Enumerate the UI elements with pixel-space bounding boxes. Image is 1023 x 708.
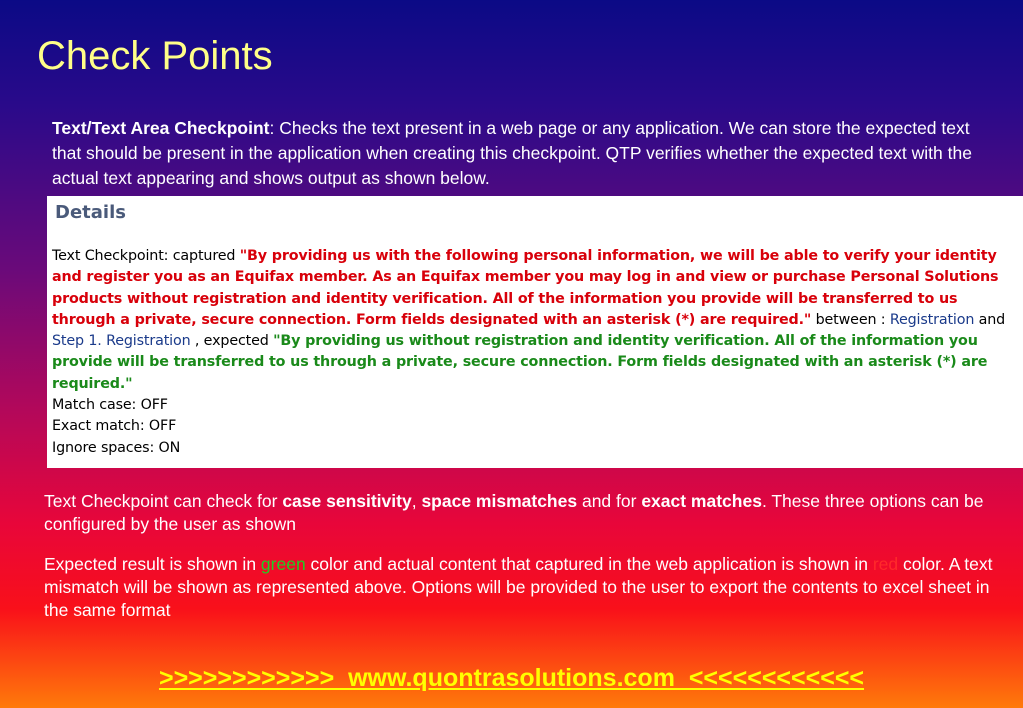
result-paragraph <box>44 553 994 622</box>
green-word: green <box>260 554 306 574</box>
and-label: and <box>974 311 1006 328</box>
details-panel <box>47 196 1023 468</box>
case-sensitivity-term: case sensitivity <box>282 491 412 511</box>
slide-title: Check Points <box>37 34 273 78</box>
captured-text: "By providing us with the following personal information, we will be able to verify your identity and register you as an Equifax member. As an Equifax member you may log in and view or purchase Personal Solutions products without registration and identity verification. All of the information you provide will be transferred to us through a private, secure connection. Form fields designated with an asterisk (*) are required." <box>52 248 999 328</box>
para1-text-g: . These three options can be configured by the user as shown <box>44 491 984 534</box>
between-label: between : <box>811 311 890 328</box>
match-case-option: Match case: OFF <box>52 397 168 414</box>
para2-text-a: Expected result is shown in <box>44 554 261 574</box>
expected-label: , expected <box>190 333 274 350</box>
para1-text-c: , <box>411 491 422 511</box>
details-body <box>52 246 1020 459</box>
exact-match-option: Exact match: OFF <box>52 418 177 435</box>
intro-paragraph <box>52 116 1002 191</box>
intro-bold-label: Text/Text Area Checkpoint <box>52 118 270 138</box>
para2-text-b: color and actual content that captured in the web application is shown in <box>305 554 873 574</box>
para2-text-c: color. A text mismatch will be shown as represented above. Options will be provided to the user to export the contents to excel sheet in the same format <box>44 554 993 620</box>
intro-text: : Checks the text present in a web page or any application. We can store the expected text that should be present in the application when creating this checkpoint. QTP verifies whether the expected text with the actual text appearing and shows output as shown below. <box>52 118 972 188</box>
expected-text: "By providing us without registration and identity verification. All of the information you provide will be transferred to us through a private, secure connection. Form fields designated with an asterisk (*) are required." <box>52 333 988 392</box>
exact-matches-term: exact matches <box>641 491 762 511</box>
website-link[interactable]: >>>>>>>>>>>> www.quontrasolutions.com <<<<<<<<<<<< <box>158 664 865 692</box>
details-heading: Details <box>55 202 126 223</box>
step-registration-label: Step 1. Registration <box>52 333 191 350</box>
para1-text-e: and for <box>577 491 642 511</box>
red-word: red <box>872 554 899 574</box>
registration-label: Registration <box>889 311 975 328</box>
checkpoint-prefix: Text Checkpoint: captured <box>52 248 240 264</box>
ignore-spaces-option: Ignore spaces: ON <box>52 439 181 456</box>
space-mismatches-term: space mismatches <box>421 491 578 511</box>
options-paragraph <box>44 490 994 536</box>
para1-text-a: Text Checkpoint can check for <box>44 491 283 511</box>
